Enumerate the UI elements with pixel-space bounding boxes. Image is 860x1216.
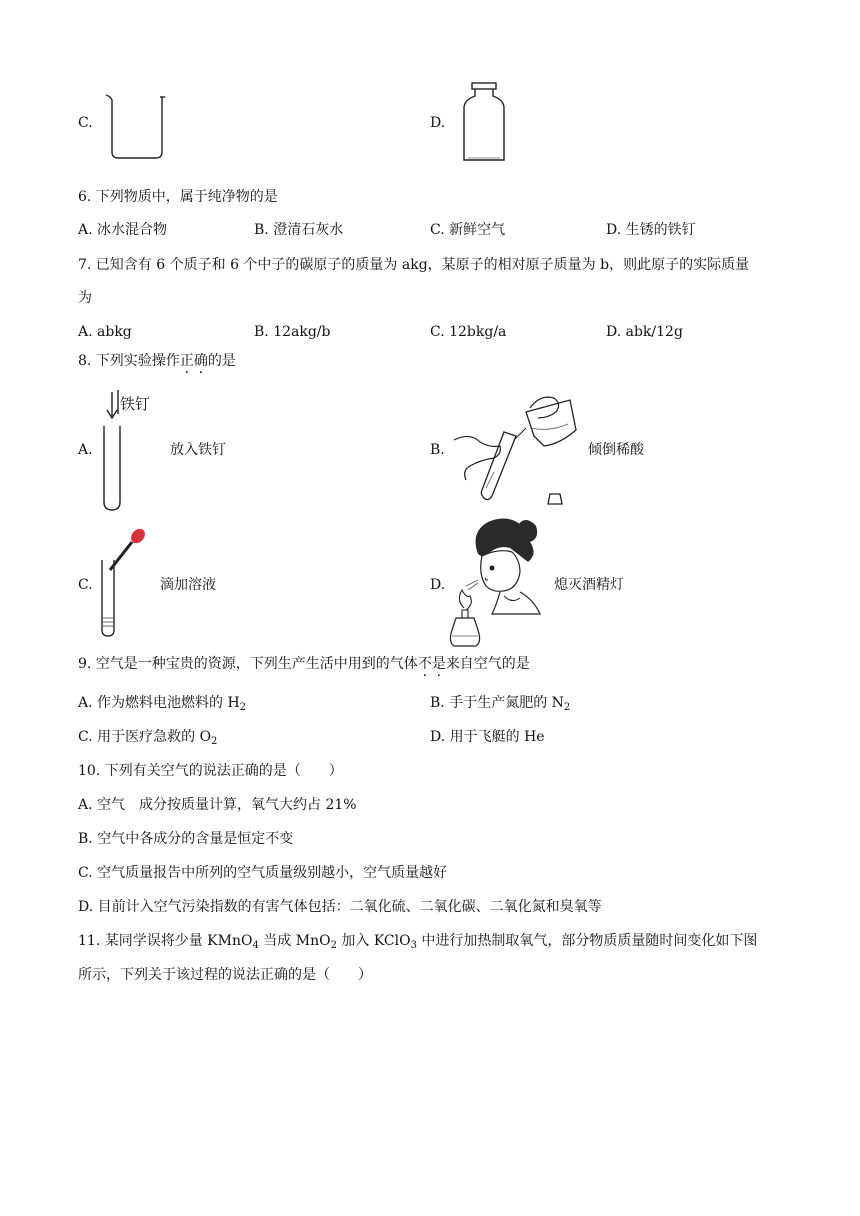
q9-option-c-text: C. 用于医疗急救的 O <box>78 729 212 745</box>
q5-option-d-label: D. <box>430 115 446 131</box>
q11-part-2: 当成 MnO <box>258 933 331 949</box>
q11-stem-line1 <box>78 932 757 950</box>
q8-option-d-label[interactable]: D. <box>430 577 446 593</box>
q7-option-b[interactable]: B. 12akg/b <box>254 324 331 340</box>
q6-option-a[interactable]: A. 冰水混合物 <box>78 222 168 238</box>
q8-option-d-caption: 熄灭酒精灯 <box>554 577 624 593</box>
q9-option-a[interactable] <box>78 694 246 712</box>
q8-a-image-label: 铁钉 <box>120 395 151 413</box>
q8-option-a-label[interactable]: A. <box>78 442 93 458</box>
q9-emphasis-2: 是 <box>431 656 446 672</box>
q9-option-c[interactable] <box>78 728 217 746</box>
q8-stem-before: 8. 下列实验操作 <box>78 353 180 369</box>
q8-option-c-caption: 滴加溶液 <box>160 577 216 593</box>
q7-option-c[interactable]: C. 12bkg/a <box>430 324 507 340</box>
q8-stem-after: 的是 <box>207 353 236 369</box>
q8-option-c-label[interactable]: C. <box>78 577 93 593</box>
q9-option-b[interactable] <box>430 694 570 712</box>
q11-part-3: 加入 KClO <box>336 933 411 949</box>
q11-sub-2: 2 <box>330 940 337 951</box>
reagent-bottle-icon <box>458 80 510 166</box>
q9-stem-before: 9. 空气是一种宝贵的资源，下列生产生活中用到的气体 <box>78 656 418 672</box>
q8-option-b-label[interactable]: B. <box>430 442 445 458</box>
q9-stem <box>78 655 530 673</box>
q10-option-a[interactable]: A. 空气 成分按质量计算，氧气大约占 21% <box>78 797 357 813</box>
q5-option-c-label: C. <box>78 115 93 131</box>
q6-stem: 6. 下列物质中，属于纯净物的是 <box>78 189 278 205</box>
q7-stem-line1: 7. 已知含有 6 个质子和 6 个中子的碳原子的质量为 akg，某原子的相对原子质量为 b，则此原子的实际质量 <box>78 257 750 273</box>
q11-sub-1: 4 <box>252 940 259 951</box>
q9-stem-after: 来自空气的是 <box>445 656 530 672</box>
beaker-icon <box>102 92 168 162</box>
q7-stem-line2: 为 <box>78 290 92 306</box>
q9-option-a-text: A. 作为燃料电池燃料的 H <box>78 695 240 711</box>
q10-option-c[interactable]: C. 空气质量报告中所列的空气质量级别越小，空气质量越好 <box>78 865 448 881</box>
q6-option-b[interactable]: B. 澄清石灰水 <box>254 222 344 238</box>
q8-emphasis-2: 确 <box>193 353 208 369</box>
q11-part-4: 中进行加热制取氧气，部分物质质量随时间变化如下图 <box>416 933 758 949</box>
q8-stem <box>78 352 236 370</box>
q8-option-a-caption: 放入铁钉 <box>170 442 226 458</box>
q6-option-d[interactable]: D. 生锈的铁钉 <box>606 222 696 238</box>
q9-option-b-sub: 2 <box>563 702 571 713</box>
q9-option-a-sub: 2 <box>239 702 247 713</box>
blowing-alcohol-lamp-icon <box>448 514 548 652</box>
q8-emphasis-1: 正 <box>179 353 194 369</box>
pouring-acid-icon <box>450 388 580 510</box>
q10-option-b[interactable]: B. 空气中各成分的含量是恒定不变 <box>78 831 294 847</box>
q11-sub-3: 3 <box>410 940 417 951</box>
q6-option-c[interactable]: C. 新鲜空气 <box>430 222 506 238</box>
q9-option-d[interactable]: D. 用于飞艇的 He <box>430 729 545 745</box>
q10-option-d[interactable]: D. 目前计入空气污染指数的有害气体包括：二氧化硫、二氧化碳、二氧化氮和臭氧等 <box>78 899 602 915</box>
q10-stem: 10. 下列有关空气的说法正确的是（ ） <box>78 763 343 779</box>
q9-emphasis-1: 不 <box>417 656 432 672</box>
q7-option-d[interactable]: D. abk/12g <box>606 324 683 340</box>
q9-option-c-sub: 2 <box>211 736 218 747</box>
dropper-test-tube-icon <box>96 524 156 642</box>
q7-option-a[interactable]: A. abkg <box>78 324 132 340</box>
q8-option-b-caption: 倾倒稀酸 <box>588 442 644 458</box>
q9-option-b-text: B. 手于生产氮肥的 N <box>430 695 564 711</box>
q11-stem-line2: 所示，下列关于该过程的说法正确的是（ ） <box>78 967 372 983</box>
q11-part-1: 11. 某同学误将少量 KMnO <box>78 933 253 949</box>
